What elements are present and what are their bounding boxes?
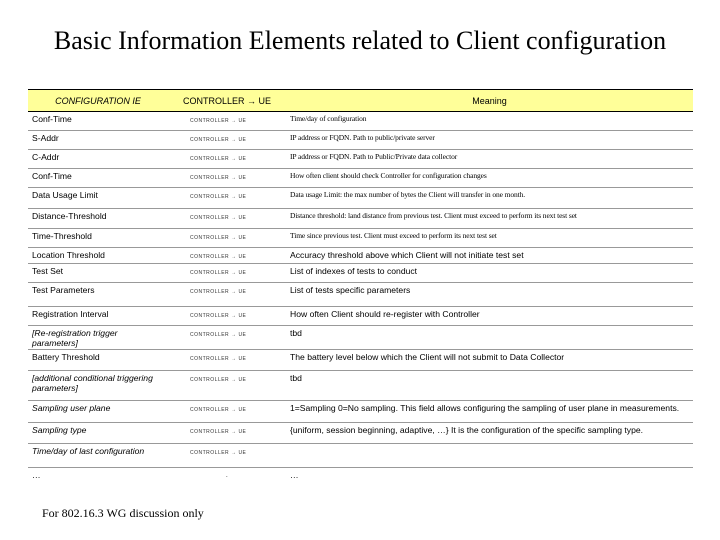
- direction-cell: CONTROLLER → UE: [168, 423, 286, 444]
- meaning-cell: How often client should check Controller for configuration changes: [286, 169, 693, 188]
- ie-name-cell: S-Addr: [28, 131, 168, 150]
- table-row: [28, 209, 693, 229]
- slide-title: Basic Information Elements related to Client configuration: [53, 26, 667, 55]
- direction-cell: CONTROLLER → UE: [168, 150, 286, 169]
- direction-cell: CONTROLLER → UE: [168, 283, 286, 307]
- ie-name-cell: [Re-registration trigger parameters]: [28, 326, 168, 350]
- meaning-cell: Data usage Limit: the max number of bytes the Client will transfer in one month.: [286, 188, 693, 209]
- configuration-ie-table: [28, 89, 693, 494]
- ie-name-cell: Conf-Time: [28, 169, 168, 188]
- ie-name-cell: [additional conditional triggering parameters]: [28, 371, 168, 401]
- ie-name-cell: …: [32, 470, 41, 480]
- ie-name-cell: Test Set: [28, 264, 168, 283]
- table-row: [28, 423, 693, 444]
- direction-cell: CONTROLLER → UE: [168, 169, 286, 188]
- ie-name-cell: Time-Threshold: [28, 229, 168, 248]
- table-row: [28, 371, 693, 401]
- direction-cell: CONTROLLER → UE: [168, 444, 286, 468]
- meaning-cell: List of indexes of tests to conduct: [286, 264, 693, 283]
- table-header-row: [28, 90, 693, 112]
- table-row: [28, 131, 693, 150]
- ie-name-cell: Registration Interval: [28, 307, 168, 326]
- ie-name-cell: Location Threshold: [28, 248, 168, 264]
- meaning-cell: 1=Sampling 0=No sampling. This field allows configuring the sampling of user plane in measurements.: [286, 401, 693, 423]
- meaning-cell: Time since previous test. Client must exceed to perform its next test set: [286, 229, 693, 248]
- ie-name-cell: Sampling type: [28, 423, 168, 444]
- direction-cell: CONTROLLER → UE: [168, 188, 286, 209]
- table-row: [28, 307, 693, 326]
- table-row: [28, 188, 693, 209]
- meaning-cell: {uniform, session beginning, adaptive, …} It is the configuration of the specific sampling type.: [286, 423, 693, 444]
- direction-cell: CONTROLLER → UE: [168, 350, 286, 371]
- ie-name-cell: Distance-Threshold: [28, 209, 168, 229]
- table-row: [28, 264, 693, 283]
- ie-name-cell: Conf-Time: [28, 112, 168, 131]
- table-row: [28, 444, 693, 468]
- header-meaning: Meaning: [286, 90, 693, 112]
- table-row: [28, 112, 693, 131]
- direction-cell: CONTROLLER → UE: [168, 209, 286, 229]
- direction-cell: CONTROLLER → UE: [168, 131, 286, 150]
- table-row: [28, 401, 693, 423]
- table-row: [28, 468, 693, 494]
- table-row: [28, 248, 693, 264]
- direction-cell: CONTROLLER → UE: [168, 326, 286, 350]
- meaning-cell: List of tests specific parameters: [286, 283, 693, 307]
- meaning-cell: The battery level below which the Client will not submit to Data Collector: [286, 350, 693, 371]
- header-configuration-ie: CONFIGURATION IE: [28, 90, 168, 112]
- meaning-cell: [286, 444, 693, 468]
- meaning-cell: IP address or FQDN. Path to Public/Private data collector: [286, 150, 693, 169]
- meaning-cell: …: [290, 470, 299, 480]
- table-row: [28, 229, 693, 248]
- table-row: [28, 350, 693, 371]
- meaning-cell: Distance threshold: land distance from previous test. Client must exceed to perform its next test set: [286, 209, 693, 229]
- direction-cell: CONTROLLER → UE: [168, 401, 286, 423]
- ie-name-cell: Time/day of last configuration: [28, 444, 168, 468]
- direction-cell: CONTROLLER → UE: [168, 264, 286, 283]
- table-row: [28, 169, 693, 188]
- direction-cell: CONTROLLER → UE: [168, 229, 286, 248]
- meaning-cell: How often Client should re-register with Controller: [286, 307, 693, 326]
- meaning-cell: Time/day of configuration: [286, 112, 693, 131]
- direction-cell: CONTROLLER → UE: [168, 248, 286, 264]
- table-row: [28, 283, 693, 307]
- direction-cell: -: [225, 474, 229, 480]
- ie-name-cell: Data Usage Limit: [28, 188, 168, 209]
- direction-cell: CONTROLLER → UE: [168, 112, 286, 131]
- meaning-cell: tbd: [286, 371, 693, 401]
- ie-name-cell: C-Addr: [28, 150, 168, 169]
- meaning-cell: Accuracy threshold above which Client will not initiate test set: [286, 248, 693, 264]
- table-row: [28, 150, 693, 169]
- direction-cell: CONTROLLER → UE: [168, 371, 286, 401]
- ie-name-cell: Test Parameters: [28, 283, 168, 307]
- header-controller-ue: CONTROLLER → UE: [168, 90, 286, 112]
- meaning-cell: tbd: [286, 326, 693, 350]
- footer-note: For 802.16.3 WG discussion only: [42, 506, 204, 520]
- direction-cell: CONTROLLER → UE: [168, 307, 286, 326]
- ie-name-cell: Sampling user plane: [28, 401, 168, 423]
- ie-name-cell: Battery Threshold: [28, 350, 168, 371]
- table-row: [28, 326, 693, 350]
- meaning-cell: IP address or FQDN. Path to public/private server: [286, 131, 693, 150]
